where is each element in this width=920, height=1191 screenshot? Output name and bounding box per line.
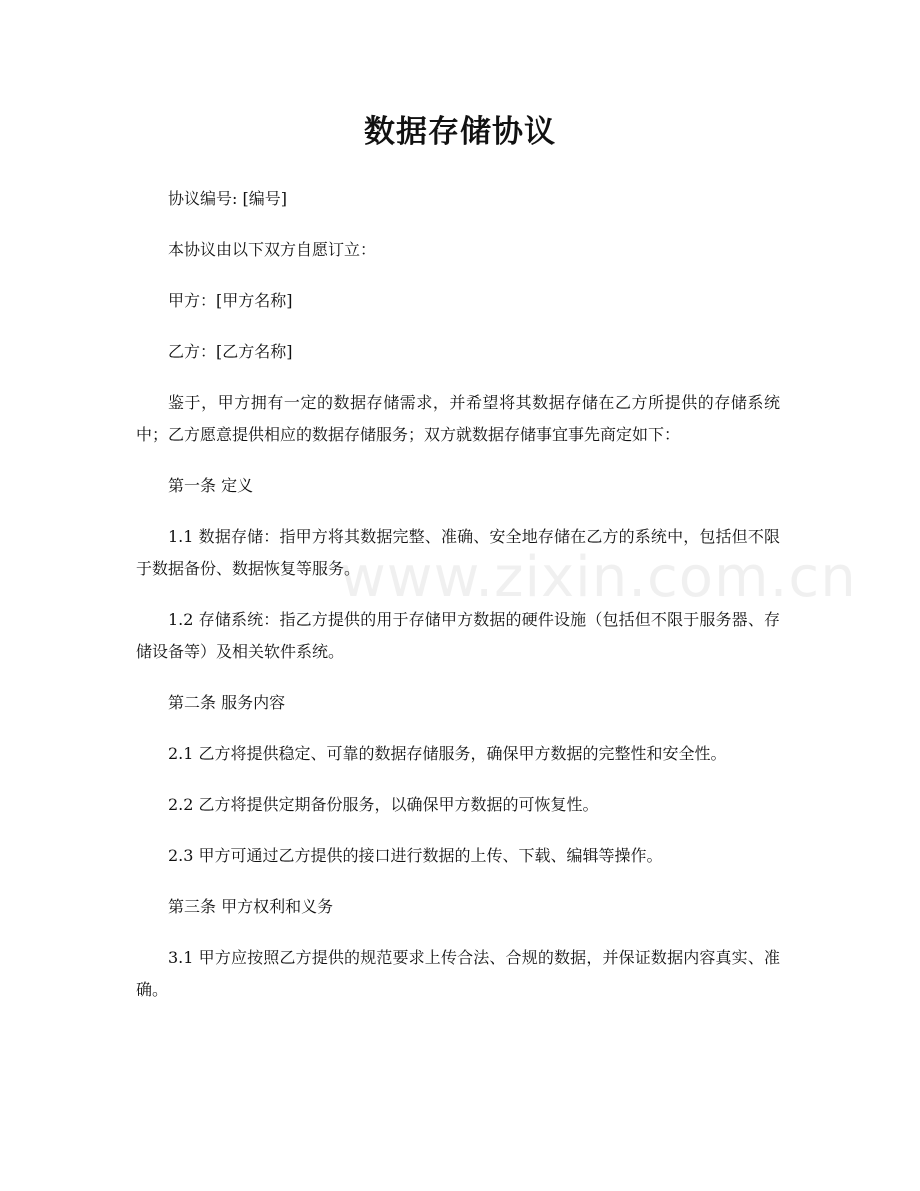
section-heading-3: 第三条 甲方权利和义务 <box>168 897 334 916</box>
party-a: 甲方：[甲方名称] <box>168 291 293 310</box>
document-title: 数据存储协议 <box>364 114 556 150</box>
watermark: www.zixin.com.cn <box>340 545 857 610</box>
recital-paragraph: 鉴于，甲方拥有一定的数据存储需求，并希望将其数据存储在乙方所提供的存储系统中；乙方愿意提供相应的数据存储服务；双方就数据存储事宜事先商定如下： <box>136 393 780 444</box>
clause-1-1: 1.1 数据存储：指甲方将其数据完整、准确、安全地存储在乙方的系统中，包括但不限于数据备份、数据恢复等服务。 <box>136 527 780 578</box>
party-b: 乙方：[乙方名称] <box>168 342 293 361</box>
clause-2-3: 2.3 甲方可通过乙方提供的接口进行数据的上传、下载、编辑等操作。 <box>168 846 663 865</box>
section-heading-1: 第一条 定义 <box>168 476 254 495</box>
clause-1-2: 1.2 存储系统：指乙方提供的用于存储甲方数据的硬件设施（包括但不限于服务器、存储设备等）及相关软件系统。 <box>136 610 780 661</box>
clause-2-2: 2.2 乙方将提供定期备份服务，以确保甲方数据的可恢复性。 <box>168 795 599 814</box>
clause-2-1: 2.1 乙方将提供稳定、可靠的数据存储服务，确保甲方数据的完整性和安全性。 <box>168 744 727 763</box>
intro-paragraph: 本协议由以下双方自愿订立： <box>168 240 377 259</box>
clause-3-1: 3.1 甲方应按照乙方提供的规范要求上传合法、合规的数据，并保证数据内容真实、准确。 <box>136 948 780 999</box>
document-body <box>136 183 780 1025</box>
section-heading-2: 第二条 服务内容 <box>168 693 286 712</box>
agreement-number: 协议编号: [编号] <box>168 189 287 208</box>
